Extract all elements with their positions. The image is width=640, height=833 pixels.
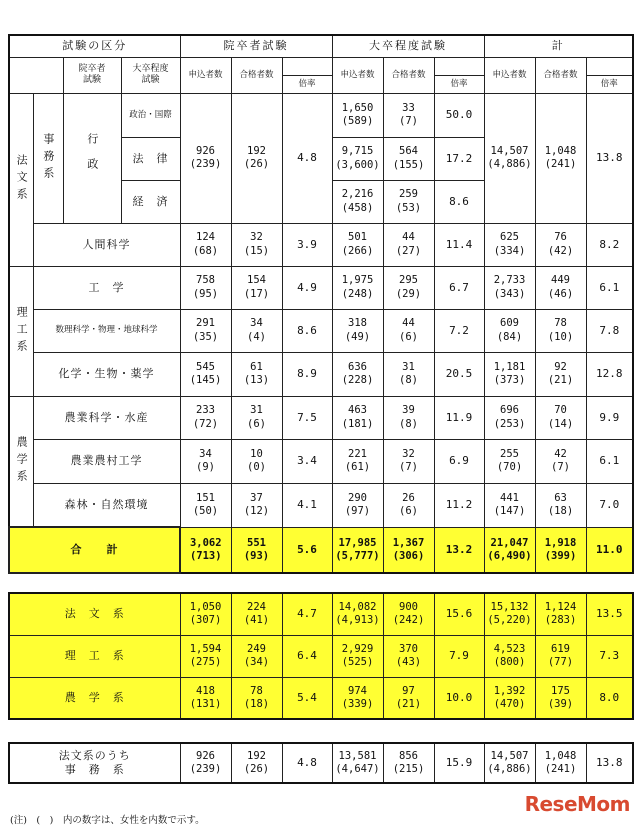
cell-gyousei-grad-passed: 192 (26): [231, 93, 282, 223]
cell-nouson-total-passed: 42 (7): [535, 439, 586, 483]
cell-goukei-univ-passed: 1,367 (306): [383, 527, 434, 573]
cell-kougaku-total-applicants: 2,733 (343): [484, 266, 535, 309]
cell-shinrin-total-passed: 63 (18): [535, 483, 586, 527]
summary-houbun-total-applicants: 15,132 (5,220): [484, 593, 535, 635]
group-gyousei: 行政: [63, 93, 121, 223]
cell-kagaku-univ-applicants: 636 (228): [332, 352, 383, 396]
cell-ningen-total-applicants: 625 (334): [484, 223, 535, 266]
summary-riko-univ-ratio: 7.9: [434, 635, 484, 677]
cell-shinrin-univ-passed: 26 (6): [383, 483, 434, 527]
jimu-grad-passed: 192 (26): [231, 743, 282, 783]
header-sub-grad: 院卒者 試験: [63, 57, 121, 93]
group-jimu: 事務系: [33, 93, 63, 223]
cell-kougaku-univ-passed: 295 (29): [383, 266, 434, 309]
summary-riko-univ-applicants: 2,929 (525): [332, 635, 383, 677]
summary-label-noukei: 農 学 系: [9, 677, 180, 719]
row-label-shinrin: 森林・自然環境: [33, 483, 180, 527]
cell-kagaku-total-passed: 92 (21): [535, 352, 586, 396]
cell-nouson-total-ratio: 6.1: [586, 439, 633, 483]
row-label-kagaku: 化学・生物・薬学: [33, 352, 180, 396]
cell-gyousei-grad-applicants: 926 (239): [180, 93, 231, 223]
cell-shinrin-grad-applicants: 151 (50): [180, 483, 231, 527]
cell-gyousei-grad-ratio: 4.8: [282, 93, 332, 223]
cell-seiji-univ-ratio: 50.0: [434, 93, 484, 137]
cell-suuri-univ-ratio: 7.2: [434, 309, 484, 352]
results-table-area: [8, 34, 632, 784]
row-label-seiji: 政治・国際: [121, 93, 180, 137]
jimu-total-applicants: 14,507 (4,886): [484, 743, 535, 783]
cell-nouson-grad-passed: 10 (0): [231, 439, 282, 483]
row-label-nouson: 農業農村工学: [33, 439, 180, 483]
cell-nougyou-total-applicants: 696 (253): [484, 396, 535, 439]
cell-keizai-univ-applicants: 2,216 (458): [332, 180, 383, 223]
cell-shinrin-total-applicants: 441 (147): [484, 483, 535, 527]
row-label-keizai: 経 済: [121, 180, 180, 223]
row-label-suuri: 数理科学・物理・地球科学: [33, 309, 180, 352]
group-houbun: 法文系: [9, 93, 33, 266]
header-ratio-total: 倍率: [586, 75, 633, 93]
header-passed-grad: 合格者数: [231, 57, 282, 93]
summary-houbun-univ-ratio: 15.6: [434, 593, 484, 635]
summary-houbun-total-ratio: 13.5: [586, 593, 633, 635]
summary-label-houbun: 法 文 系: [9, 593, 180, 635]
summary-houbun-univ-passed: 900 (242): [383, 593, 434, 635]
cell-kougaku-total-ratio: 6.1: [586, 266, 633, 309]
cell-kagaku-grad-ratio: 8.9: [282, 352, 332, 396]
cell-goukei-grad-passed: 551 (93): [231, 527, 282, 573]
cell-nouson-total-applicants: 255 (70): [484, 439, 535, 483]
cell-ningen-univ-passed: 44 (27): [383, 223, 434, 266]
cell-shinrin-total-ratio: 7.0: [586, 483, 633, 527]
cell-nougyou-grad-ratio: 7.5: [282, 396, 332, 439]
cell-suuri-univ-passed: 44 (6): [383, 309, 434, 352]
header-applicants-total: 申込者数: [484, 57, 535, 93]
summary-noukei-grad-applicants: 418 (131): [180, 677, 231, 719]
header-category: 試験の区分: [9, 35, 180, 57]
cell-suuri-grad-ratio: 8.6: [282, 309, 332, 352]
cell-goukei-grad-ratio: 5.6: [282, 527, 332, 573]
header-total: 計: [484, 35, 633, 57]
summary-noukei-univ-ratio: 10.0: [434, 677, 484, 719]
header-ratio-univ: 倍率: [434, 75, 484, 93]
summary-houbun-total-passed: 1,124 (283): [535, 593, 586, 635]
summary-riko-grad-applicants: 1,594 (275): [180, 635, 231, 677]
cell-ningen-total-passed: 76 (42): [535, 223, 586, 266]
cell-goukei-grad-applicants: 3,062 (713): [180, 527, 231, 573]
cell-kagaku-grad-applicants: 545 (145): [180, 352, 231, 396]
cell-suuri-grad-passed: 34 (4): [231, 309, 282, 352]
cell-ningen-grad-passed: 32 (15): [231, 223, 282, 266]
cell-nougyou-univ-passed: 39 (8): [383, 396, 434, 439]
cell-shinrin-grad-ratio: 4.1: [282, 483, 332, 527]
cell-goukei-total-ratio: 11.0: [586, 527, 633, 573]
summary-noukei-grad-passed: 78 (18): [231, 677, 282, 719]
row-label-goukei: 合 計: [9, 527, 180, 573]
header-blank: [9, 57, 63, 93]
header-univ-exam: 大卒程度試験: [332, 35, 484, 57]
summary-label-riko: 理 工 系: [9, 635, 180, 677]
cell-kougaku-total-passed: 449 (46): [535, 266, 586, 309]
summary-noukei-grad-ratio: 5.4: [282, 677, 332, 719]
cell-goukei-total-applicants: 21,047 (6,490): [484, 527, 535, 573]
cell-shinrin-univ-ratio: 11.2: [434, 483, 484, 527]
group-riko: 理工系: [9, 266, 33, 396]
cell-nouson-univ-applicants: 221 (61): [332, 439, 383, 483]
cell-kougaku-univ-ratio: 6.7: [434, 266, 484, 309]
cell-shinrin-grad-passed: 37 (12): [231, 483, 282, 527]
summary-noukei-total-applicants: 1,392 (470): [484, 677, 535, 719]
cell-goukei-univ-ratio: 13.2: [434, 527, 484, 573]
cell-suuri-total-passed: 78 (10): [535, 309, 586, 352]
summary-noukei-univ-applicants: 974 (339): [332, 677, 383, 719]
jimu-grad-applicants: 926 (239): [180, 743, 231, 783]
cell-ningen-univ-ratio: 11.4: [434, 223, 484, 266]
cell-keizai-univ-ratio: 8.6: [434, 180, 484, 223]
jimu-total-passed: 1,048 (241): [535, 743, 586, 783]
header-passed-total: 合格者数: [535, 57, 586, 93]
resemom-logo: [525, 792, 630, 816]
row-label-kougaku: 工 学: [33, 266, 180, 309]
header-applicants-grad: 申込者数: [180, 57, 231, 93]
summary-houbun-grad-applicants: 1,050 (307): [180, 593, 231, 635]
cell-ningen-total-ratio: 8.2: [586, 223, 633, 266]
cell-kougaku-grad-passed: 154 (17): [231, 266, 282, 309]
cell-houritsu-univ-passed: 564 (155): [383, 137, 434, 180]
cell-nouson-grad-applicants: 34 (9): [180, 439, 231, 483]
summary-riko-grad-ratio: 6.4: [282, 635, 332, 677]
summary-noukei-univ-passed: 97 (21): [383, 677, 434, 719]
cell-nougyou-univ-ratio: 11.9: [434, 396, 484, 439]
group-noukei: 農学系: [9, 396, 33, 527]
jimu-univ-applicants: 13,581 (4,647): [332, 743, 383, 783]
row-label-ningen: 人間科学: [33, 223, 180, 266]
cell-kougaku-grad-ratio: 4.9: [282, 266, 332, 309]
footnote: (注) ( ) 内の数字は、女性を内数で示す。: [10, 815, 205, 826]
summary-riko-total-applicants: 4,523 (800): [484, 635, 535, 677]
cell-nouson-grad-ratio: 3.4: [282, 439, 332, 483]
cell-nougyou-total-passed: 70 (14): [535, 396, 586, 439]
summary-noukei-total-ratio: 8.0: [586, 677, 633, 719]
summary-houbun-grad-ratio: 4.7: [282, 593, 332, 635]
jimu-label: 法文系のうち 事 務 系: [9, 743, 180, 783]
cell-kagaku-univ-passed: 31 (8): [383, 352, 434, 396]
cell-nougyou-total-ratio: 9.9: [586, 396, 633, 439]
exam-results-table: [8, 34, 634, 574]
cell-suuri-univ-applicants: 318 (49): [332, 309, 383, 352]
cell-nougyou-grad-applicants: 233 (72): [180, 396, 231, 439]
cell-kagaku-grad-passed: 61 (13): [231, 352, 282, 396]
cell-ningen-univ-applicants: 501 (266): [332, 223, 383, 266]
jimu-grad-ratio: 4.8: [282, 743, 332, 783]
cell-kagaku-total-applicants: 1,181 (373): [484, 352, 535, 396]
cell-suuri-total-ratio: 7.8: [586, 309, 633, 352]
cell-gyousei-total-passed: 1,048 (241): [535, 93, 586, 223]
cell-goukei-total-passed: 1,918 (399): [535, 527, 586, 573]
cell-kagaku-total-ratio: 12.8: [586, 352, 633, 396]
cell-nouson-univ-ratio: 6.9: [434, 439, 484, 483]
cell-suuri-grad-applicants: 291 (35): [180, 309, 231, 352]
cell-goukei-univ-applicants: 17,985 (5,777): [332, 527, 383, 573]
cell-houritsu-univ-ratio: 17.2: [434, 137, 484, 180]
logo-text: ReseMom: [524, 792, 630, 816]
summary-riko-grad-passed: 249 (34): [231, 635, 282, 677]
cell-ningen-grad-applicants: 124 (68): [180, 223, 231, 266]
row-label-nougyou: 農業科学・水産: [33, 396, 180, 439]
header-grad-exam: 院卒者試験: [180, 35, 332, 57]
cell-kagaku-univ-ratio: 20.5: [434, 352, 484, 396]
cell-gyousei-total-ratio: 13.8: [586, 93, 633, 223]
cell-kougaku-univ-applicants: 1,975 (248): [332, 266, 383, 309]
summary-riko-univ-passed: 370 (43): [383, 635, 434, 677]
jimu-univ-ratio: 15.9: [434, 743, 484, 783]
header-passed-univ: 合格者数: [383, 57, 434, 93]
cell-nougyou-univ-applicants: 463 (181): [332, 396, 383, 439]
summary-table: [8, 592, 634, 720]
cell-nougyou-grad-passed: 31 (6): [231, 396, 282, 439]
row-label-houritsu: 法 律: [121, 137, 180, 180]
cell-ningen-grad-ratio: 3.9: [282, 223, 332, 266]
cell-keizai-univ-passed: 259 (53): [383, 180, 434, 223]
jimu-total-ratio: 13.8: [586, 743, 633, 783]
header-ratio-univ-top: [434, 57, 484, 75]
summary-houbun-grad-passed: 224 (41): [231, 593, 282, 635]
cell-gyousei-total-applicants: 14,507 (4,886): [484, 93, 535, 223]
cell-nouson-univ-passed: 32 (7): [383, 439, 434, 483]
cell-seiji-univ-applicants: 1,650 (589): [332, 93, 383, 137]
summary-riko-total-ratio: 7.3: [586, 635, 633, 677]
cell-houritsu-univ-applicants: 9,715 (3,600): [332, 137, 383, 180]
jimu-table: [8, 742, 634, 784]
header-applicants-univ: 申込者数: [332, 57, 383, 93]
summary-noukei-total-passed: 175 (39): [535, 677, 586, 719]
header-ratio-grad-top: [282, 57, 332, 75]
header-ratio-grad: 倍率: [282, 75, 332, 93]
summary-riko-total-passed: 619 (77): [535, 635, 586, 677]
cell-kougaku-grad-applicants: 758 (95): [180, 266, 231, 309]
header-sub-univ: 大卒程度 試験: [121, 57, 180, 93]
cell-suuri-total-applicants: 609 (84): [484, 309, 535, 352]
cell-seiji-univ-passed: 33 (7): [383, 93, 434, 137]
header-ratio-total-top: [586, 57, 633, 75]
cell-shinrin-univ-applicants: 290 (97): [332, 483, 383, 527]
summary-houbun-univ-applicants: 14,082 (4,913): [332, 593, 383, 635]
jimu-univ-passed: 856 (215): [383, 743, 434, 783]
